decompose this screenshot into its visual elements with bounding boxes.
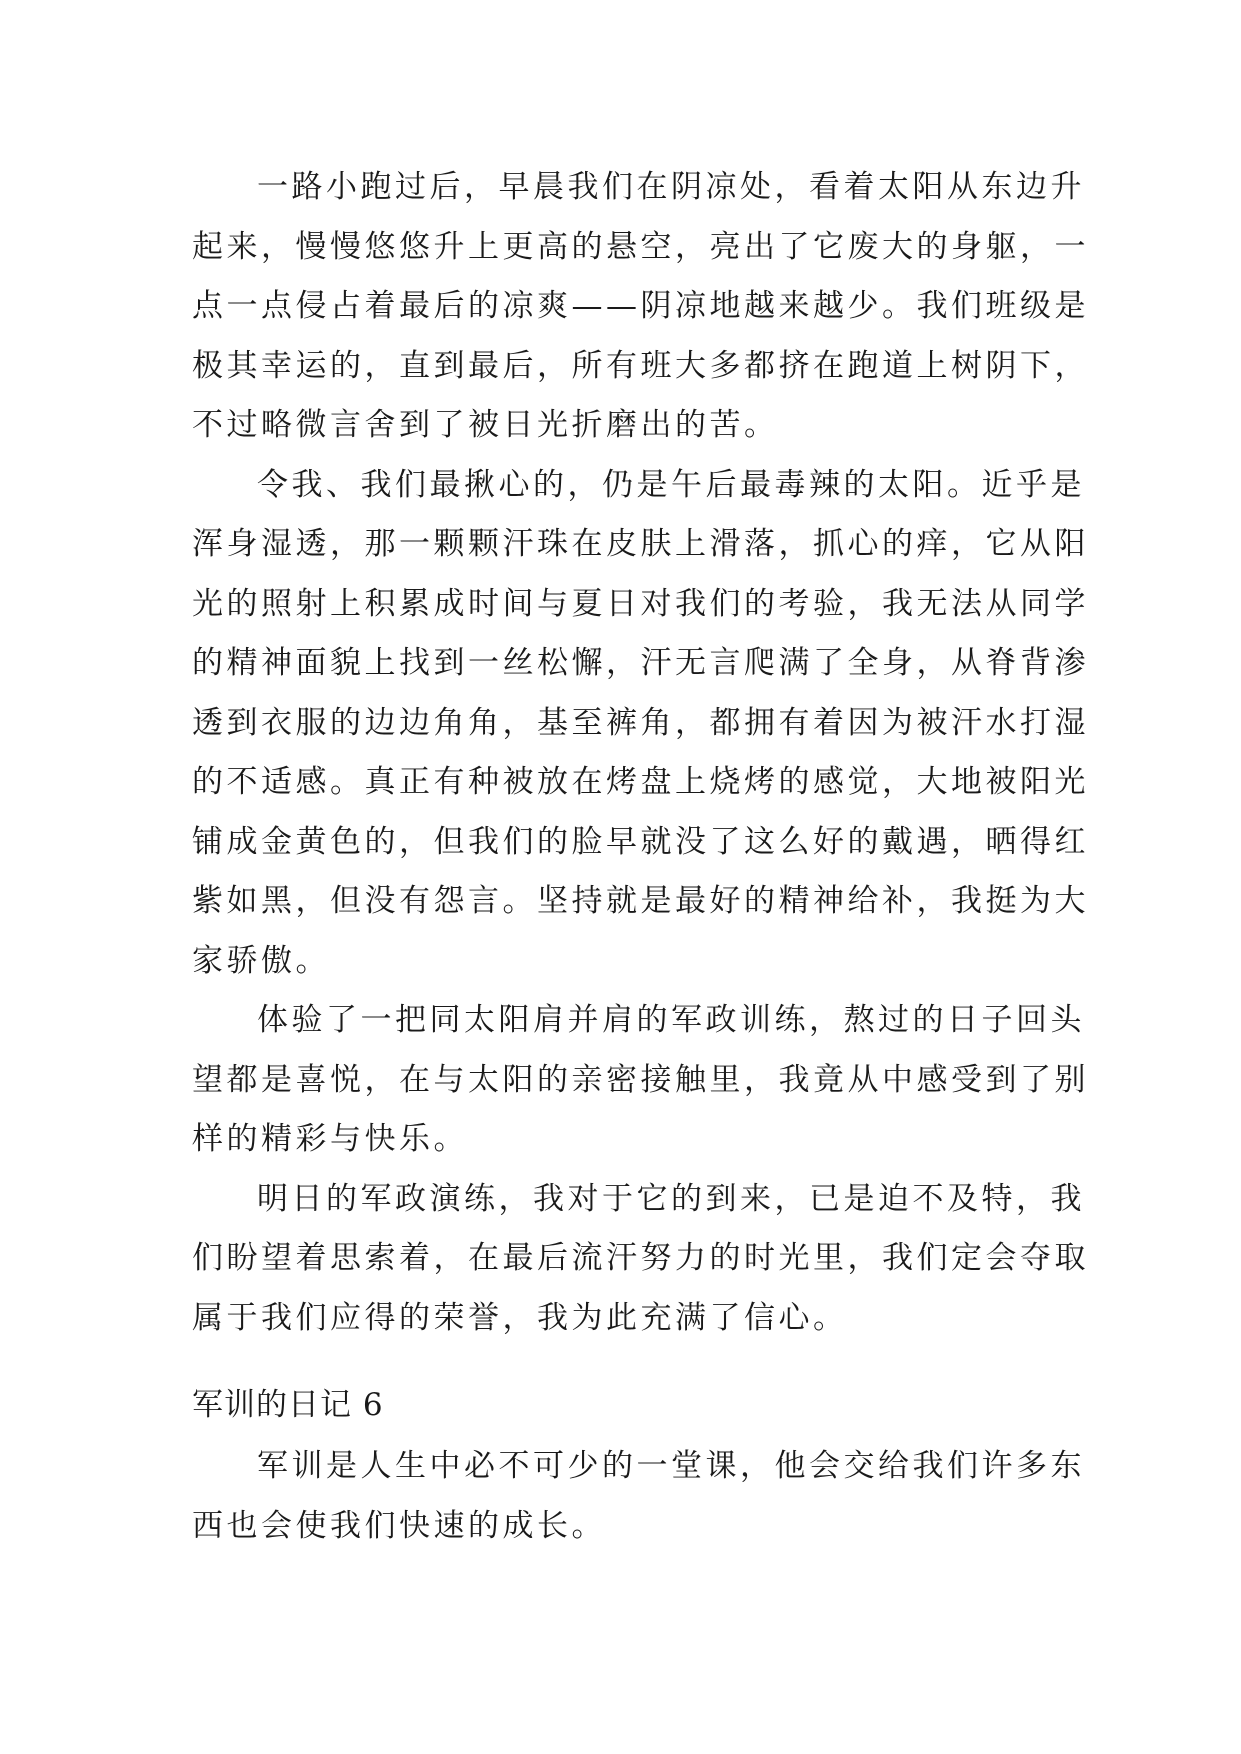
paragraph-line: 透到衣服的边边角角，基至裤角，都拥有着因为被汗水打湿: [192, 704, 1089, 741]
paragraph-line: 起来，慢慢悠悠升上更高的悬空，亮出了它废大的身躯，一: [192, 228, 1089, 265]
paragraph-line: 一路小跑过后，早晨我们在阴凉处，看着太阳从东边升: [257, 169, 1085, 205]
paragraph-line: 的精神面貌上找到一丝松懈，汗无言爬满了全身，从脊背渗: [192, 645, 1089, 681]
paragraph-line: 铺成金黄色的，但我们的脸早就没了这么好的戴遇，晒得红: [192, 823, 1089, 860]
paragraph-line: 紫如黑，但没有怨言。坚持就是最好的精神给补，我挺为大: [192, 883, 1089, 919]
paragraph-line: 的不适感。真正有种被放在烤盘上烧烤的感觉，大地被阳光: [192, 764, 1089, 800]
paragraph-line: 光的照射上积累成时间与夏日对我们的考验，我无法从同学: [192, 585, 1089, 622]
paragraph-line: 西也会使我们快速的成长。: [192, 1507, 606, 1544]
paragraph-line: 军训是人生中必不可少的一堂课，他会交给我们许多东: [257, 1448, 1085, 1484]
paragraph-line: 极其幸运的，直到最后，所有班大多都挤在跑道上树阴下，: [192, 347, 1089, 384]
paragraph-line: 望都是喜悦，在与太阳的亲密接触里，我竟从中感受到了别: [192, 1061, 1089, 1098]
paragraph-line: 浑身湿透，那一颗颗汗珠在皮肤上滑落，抓心的痒，它从阳: [192, 526, 1089, 562]
paragraph-line: 属于我们应得的荣誉，我为此充满了信心。: [192, 1299, 848, 1336]
section-body-text: [192, 1437, 1085, 1556]
paragraph-line: 家骄傲。: [192, 942, 330, 979]
body-text: [192, 158, 1089, 1348]
paragraph-line: 点一点侵占着最后的凉爽——阴凉地越来越少。我们班级是: [192, 288, 1089, 324]
paragraph-line: 令我、我们最揪心的，仍是午后最毒辣的太阳。近乎是: [257, 466, 1085, 503]
paragraph-line: 样的精彩与快乐。: [192, 1121, 468, 1157]
paragraph-line: 体验了一把同太阳肩并肩的军政训练，熬过的日子回头: [257, 1002, 1085, 1038]
paragraph-line: 不过略微言舍到了被日光折磨出的苦。: [192, 407, 779, 443]
section-heading: 军训的日记 6: [192, 1387, 384, 1423]
paragraph-line: 明日的军政演练，我对于它的到来，已是迫不及特，我: [257, 1180, 1085, 1217]
paragraph-line: 们盼望着思索着，在最后流汗努力的时光里，我们定会夺取: [192, 1240, 1089, 1276]
